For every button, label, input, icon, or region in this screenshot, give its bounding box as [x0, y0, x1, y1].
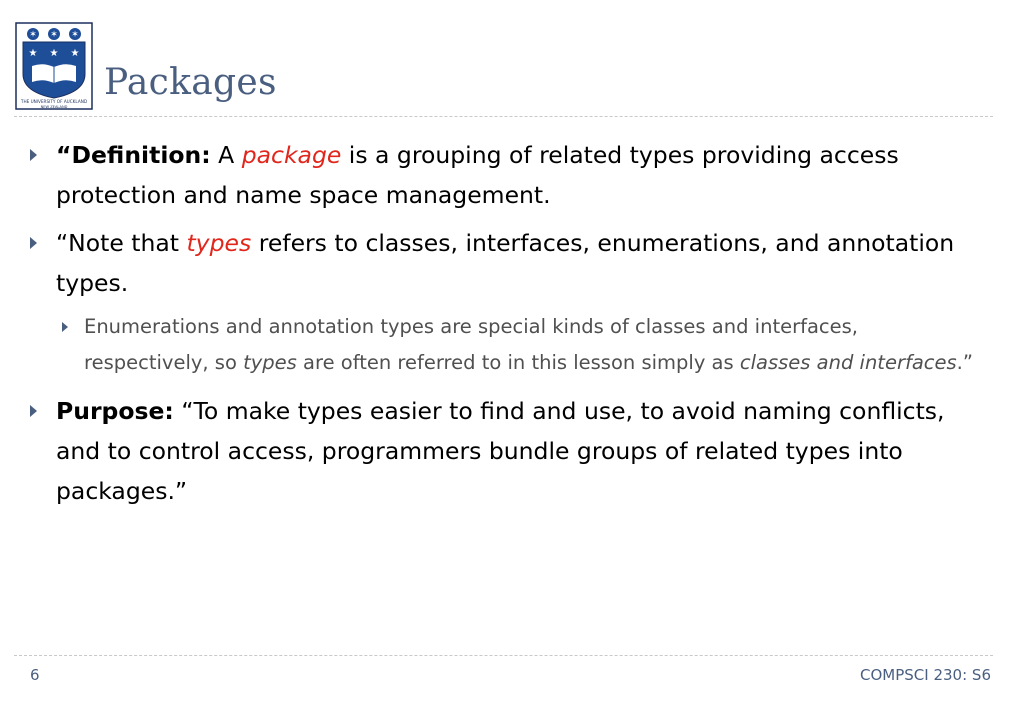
definition-term: package [241, 141, 342, 169]
logo-caption-line1: THE UNIVERSITY OF AUCKLAND [20, 99, 88, 104]
svg-text:✶: ✶ [50, 30, 58, 40]
svg-text:★: ★ [49, 48, 59, 59]
slide-title: Packages [104, 62, 277, 103]
bullet-purpose [24, 391, 984, 511]
definition-rest: is a grouping of related types providing access protection and name space management. [56, 141, 899, 209]
svg-text:✶: ✶ [71, 30, 79, 40]
sub-bullet-enumerations [24, 309, 984, 381]
slide-content [24, 135, 984, 519]
purpose-lead: Purpose: [56, 397, 174, 425]
university-logo [15, 22, 93, 110]
svg-text:★: ★ [28, 48, 38, 59]
sub-pre: Enumerations and annotation types are special kinds of classes and interfaces, respectively, so [84, 315, 859, 374]
svg-text:✶: ✶ [29, 30, 37, 40]
course-label: COMPSCI 230: S6 [860, 666, 991, 684]
note-pre: “Note that [56, 229, 187, 257]
sub-bullet-arrow-icon [62, 322, 68, 332]
footer-divider [14, 655, 993, 656]
sub-term2: classes and interfaces [739, 351, 957, 374]
header-divider [14, 116, 993, 117]
page-number: 6 [30, 666, 40, 684]
bullet-arrow-icon [30, 237, 37, 249]
note-rest: refers to classes, interfaces, enumerations, and annotation types. [56, 229, 955, 297]
definition-pre: A [210, 141, 242, 169]
note-term: types [186, 229, 252, 257]
logo-caption-line2: NEW ZEALAND [40, 105, 68, 109]
bullet-arrow-icon [30, 149, 37, 161]
bullet-note [24, 223, 984, 303]
sub-end: .” [956, 351, 973, 374]
purpose-rest: “To make types easier to find and use, to avoid naming conflicts, and to control access, programmers bundle groups of related types into packages.” [56, 397, 945, 505]
crest-icon [15, 22, 93, 110]
sub-mid: are often referred to in this lesson simply as [296, 351, 740, 374]
svg-text:★: ★ [70, 48, 80, 59]
bullet-arrow-icon [30, 405, 37, 417]
definition-lead: Definition: [71, 141, 211, 169]
sub-term: types [243, 351, 297, 374]
definition-open-quote: “ [56, 141, 72, 169]
bullet-definition [24, 135, 984, 215]
